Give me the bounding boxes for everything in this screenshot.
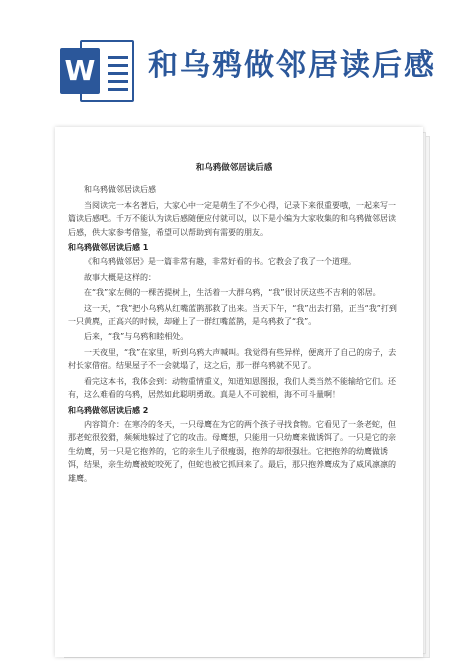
paragraph: 后来，“我”与乌鸦和睦相处。 [84, 332, 189, 342]
paragraph: 这一天，“我”把小乌鸦从红嘴蓝鹊那救了出来。当天下午，“我”出去打猎，正当“我”打到一只黄麂，正高兴的时候，却碰上了一群红嘴蓝鹊，是乌鸦救了“我”。 [68, 303, 397, 327]
paragraph: 和乌鸦做邻居读后感 [84, 185, 156, 195]
paragraph: 在“我”家左侧的一棵苦提树上，生活着一大群乌鸦，“我”很讨厌这些不吉利的邻居。 [84, 288, 381, 298]
document-heading: 和乌鸦做邻居读后感 [195, 163, 273, 173]
paragraph: 当阅读完一本名著后，大家心中一定是萌生了不少心得，记录下来很重要哦，一起来写一篇读后感吧。千万不能认为读后感随便应付就可以，以下是小编为大家收集的和乌鸦做邻居读后感，供大家参考借鉴，希望可以帮助到有需要的朋友。 [68, 200, 396, 237]
banner [0, 0, 474, 112]
paragraph: 《和乌鸦做邻居》是一篇非常有趣，非常好看的书。它教会了我了一个道理。 [84, 257, 356, 267]
section-heading: 和乌鸦做邻居读后感 2 [68, 405, 149, 415]
paragraph: 内容简介：在寒冷的冬天，一只母鹰在为它的两个孩子寻找食物。它看见了一条老蛇，但那老蛇很狡猾，频频地躲过了它的攻击。母鹰想，只能用一只幼鹰来做诱饵了。一只是它的亲生幼鹰，另一只是它抱养的，它的亲生儿子很瘦弱，抱养的却很强壮。它把抱养的幼鹰做诱饵，结果，亲生幼鹰被蛇咬死了，但蛇也被它抓回来了。最后，那只抱养鹰成为了威风凛凛的雄鹰。 [68, 419, 396, 483]
section-heading: 和乌鸦做邻居读后感 1 [68, 243, 149, 253]
banner-title: 和乌鸦做邻居读后感 [148, 48, 436, 83]
document-content [68, 162, 400, 487]
paragraph: 故事大概是这样的： [84, 272, 156, 282]
word-logo-badge: W [60, 48, 100, 94]
paragraph: 一天夜里，“我”在家里，听到乌鸦大声喊叫。我觉得有些异样，便离开了自己的房子，去村长家借宿。结果屋子不一会就塌了，这之后，那一群乌鸦就不见了。 [68, 347, 397, 371]
word-document-icon [60, 40, 134, 102]
document-body [68, 183, 400, 485]
paragraph: 看完这本书，我体会到：动物重情重义，知道知恩图报，我们人类当然不能输给它们。还有，这么难看的乌鸦，居然如此聪明勇敢。真是人不可貌相，海不可斗量啊！ [68, 376, 396, 400]
